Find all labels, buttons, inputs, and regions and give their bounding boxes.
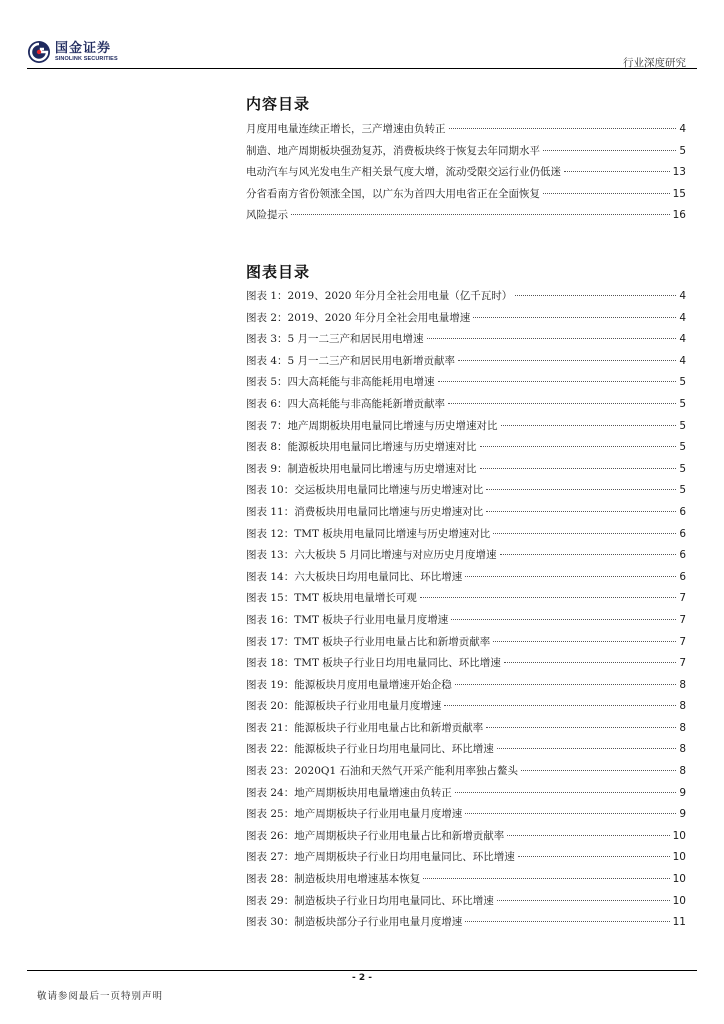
figure-entry-label: 图表 30：制造板块部分子行业用电量月度增速: [246, 916, 463, 929]
contents-entry-page-number: 13: [672, 166, 686, 178]
contents-entry[interactable]: [246, 186, 686, 208]
figure-entry-label: 图表 9：制造板块用电量同比增速与历史增速对比: [246, 462, 477, 475]
figure-entry-label: 图表 6：四大高耗能与非高能耗新增贡献率: [246, 397, 446, 410]
dot-leader: [564, 171, 670, 172]
dot-leader: [515, 295, 676, 296]
figure-entry-page-number: 7: [679, 613, 686, 626]
figure-entry-page-number: 8: [679, 765, 686, 778]
contents-entry-label: 制造、地产周期板块强劲复苏，消费板块终于恢复去年同期水平: [246, 144, 540, 157]
figure-entry[interactable]: [246, 655, 686, 677]
dot-leader: [444, 705, 676, 706]
figure-entry[interactable]: [246, 763, 686, 785]
dot-leader: [449, 128, 677, 129]
figure-entry-label: 图表 15：TMT 板块用电量增长可观: [246, 592, 417, 605]
figure-entry-label: 图表 20：能源板块子行业用电量月度增速: [246, 700, 442, 713]
contents-entry[interactable]: [246, 121, 686, 143]
dot-leader: [486, 511, 676, 512]
dot-leader: [465, 576, 676, 577]
figure-entry-page-number: 5: [679, 376, 686, 389]
contents-entry[interactable]: [246, 143, 686, 165]
figure-entry-label: 图表 29：制造板块子行业日均用电量同比、环比增速: [246, 894, 494, 907]
figure-entry[interactable]: [246, 439, 686, 461]
contents-entry[interactable]: [246, 164, 686, 186]
figure-entry-page-number: 8: [679, 678, 686, 691]
figure-entry-page-number: 4: [679, 311, 686, 324]
figure-entry-label: 图表 27：地产周期板块子行业日均用电量同比、环比增速: [246, 851, 515, 864]
figure-entry-page-number: 4: [679, 354, 686, 367]
figure-entry-label: 图表 11：消费板块用电量同比增速与历史增速对比: [246, 505, 484, 518]
figure-entry-page-number: 5: [679, 484, 686, 497]
figure-entry[interactable]: [246, 893, 686, 915]
dot-leader: [420, 597, 677, 598]
figure-entry-label: 图表 10：交运板块用电量同比增速与历史增速对比: [246, 484, 484, 497]
contents-entry-page-number: 5: [679, 144, 686, 157]
figure-entry[interactable]: [246, 396, 686, 418]
figure-entry[interactable]: [246, 849, 686, 871]
logo-en-name: SINOLINK SECURITIES: [55, 55, 118, 62]
figure-entry[interactable]: [246, 547, 686, 569]
figure-entry-label: 图表 2：2019、2020 年分月全社会用电量增速: [246, 311, 471, 324]
dot-leader: [480, 446, 677, 447]
dot-leader: [427, 338, 677, 339]
figure-entry-page-number: 6: [679, 527, 686, 540]
dot-leader: [423, 878, 669, 879]
figure-entry-page-number: 11: [672, 916, 686, 929]
dot-leader: [504, 662, 677, 663]
dot-leader: [518, 856, 670, 857]
figure-entry-label: 图表 1：2019、2020 年分月全社会用电量（亿千瓦时）: [246, 290, 513, 302]
figure-entry-page-number: 5: [679, 419, 686, 432]
figure-entry[interactable]: [246, 418, 686, 440]
contents-entry-label: 月度用电量连续正增长，三产增速由负转正: [246, 123, 446, 135]
dot-leader: [521, 770, 676, 771]
figure-entry-page-number: 9: [679, 786, 686, 799]
company-logo: [27, 40, 118, 64]
figure-entry-page-number: 7: [679, 592, 686, 605]
figure-entry-page-number: 10: [672, 873, 686, 886]
logo-cn-name: 国金证券: [55, 40, 112, 56]
dot-leader: [493, 533, 676, 534]
figure-entry-label: 图表 26：地产周期板块子行业用电量占比和新增贡献率: [246, 829, 505, 842]
footer-divider: [27, 970, 697, 971]
figure-entry-page-number: 10: [672, 851, 686, 864]
figure-entry-page-number: 5: [679, 397, 686, 410]
figure-entry-page-number: 8: [679, 700, 686, 713]
dot-leader: [455, 792, 677, 793]
dot-leader: [455, 684, 677, 685]
figure-entry[interactable]: [246, 785, 686, 807]
contents-entry[interactable]: [246, 207, 686, 229]
dot-leader: [486, 727, 676, 728]
figure-entry-label: 图表 17：TMT 板块子行业用电量占比和新增贡献率: [246, 635, 491, 648]
figure-entry-label: 图表 8：能源板块用电量同比增速与历史增速对比: [246, 441, 477, 454]
figure-entry-label: 图表 7：地产周期板块用电量同比增速与历史增速对比: [246, 419, 498, 432]
figure-entry-label: 图表 4：5 月一二三产和居民用电新增贡献率: [246, 354, 456, 367]
figure-entry-label: 图表 18：TMT 板块子行业日均用电量同比、环比增速: [246, 657, 501, 670]
figure-entry-page-number: 5: [679, 462, 686, 475]
figure-entry-label: 图表 3：5 月一二三产和居民用电增速: [246, 333, 424, 346]
figure-entry-page-number: 7: [679, 635, 686, 648]
figure-entry[interactable]: [246, 634, 686, 656]
dot-leader: [500, 554, 677, 555]
disclaimer-text: 敬请参阅最后一页特别声明: [37, 991, 164, 1002]
header-divider: [27, 68, 697, 69]
figure-entry-page-number: 10: [672, 829, 686, 842]
figure-entry-label: 图表 12：TMT 板块用电量同比增速与历史增速对比: [246, 527, 491, 540]
page-number: - 2 -: [352, 973, 372, 983]
figure-entry-label: 图表 14：六大板块日均用电量同比、环比增速: [246, 570, 463, 583]
figure-entry[interactable]: [246, 461, 686, 483]
figure-entry[interactable]: [246, 590, 686, 612]
contents-entry-label: 风险提示: [246, 209, 288, 221]
figure-entry[interactable]: [246, 677, 686, 699]
figure-entry[interactable]: [246, 914, 686, 936]
dot-leader: [543, 193, 670, 194]
contents-entry-page-number: 16: [672, 209, 686, 221]
figure-entry-page-number: 5: [679, 441, 686, 454]
figure-entry-label: 图表 23：2020Q1 石油和天然气开采产能利用率独占鳌头: [246, 765, 519, 778]
dot-leader: [497, 900, 670, 901]
figure-entry-label: 图表 21：能源板块子行业用电量占比和新增贡献率: [246, 721, 484, 734]
dot-leader: [465, 813, 676, 814]
contents-entry-label: 电动汽车与风光发电生产相关景气度大增，流动受限交运行业仍低迷: [246, 166, 561, 178]
figure-entry[interactable]: [246, 612, 686, 634]
figure-entry[interactable]: [246, 310, 686, 332]
figure-entry-page-number: 8: [679, 721, 686, 734]
figure-entry[interactable]: [246, 288, 686, 310]
figure-entry-label: 图表 28：制造板块用电增速基本恢复: [246, 873, 421, 886]
figure-entry[interactable]: [246, 741, 686, 763]
sinolink-logo-icon: [27, 40, 51, 64]
figure-entry[interactable]: [246, 374, 686, 396]
figure-entry[interactable]: [246, 353, 686, 375]
figure-entry[interactable]: [246, 504, 686, 526]
dot-leader: [497, 748, 677, 749]
contents-entry-label: 分省看南方省份领涨全国，以广东为首四大用电省正在全面恢复: [246, 187, 540, 200]
dot-leader: [448, 403, 676, 404]
dot-leader: [458, 360, 676, 361]
dot-leader: [480, 468, 677, 469]
figures-list: [246, 288, 686, 936]
figure-entry-page-number: 6: [679, 505, 686, 518]
dot-leader: [465, 921, 669, 922]
report-type-label: 行业深度研究: [623, 57, 686, 69]
dot-leader: [291, 214, 670, 215]
figure-entry-label: 图表 13：六大板块 5 月同比增速与对应历史月度增速: [246, 549, 497, 562]
dot-leader: [473, 317, 676, 318]
dot-leader: [543, 150, 676, 151]
figure-entry-page-number: 10: [672, 894, 686, 907]
figure-entry[interactable]: [246, 331, 686, 353]
figure-entry[interactable]: [246, 806, 686, 828]
figure-entry-label: 图表 24：地产周期板块用电量增速由负转正: [246, 786, 452, 799]
contents-entry-page-number: 4: [679, 123, 686, 135]
figure-entry-label: 图表 19：能源板块月度用电量增速开始企稳: [246, 678, 452, 691]
dot-leader: [493, 641, 676, 642]
figure-entry-page-number: 4: [679, 290, 686, 302]
figure-entry[interactable]: [246, 526, 686, 548]
contents-title: 内容目录: [246, 95, 311, 113]
figure-entry-page-number: 6: [679, 549, 686, 562]
figure-entry-label: 图表 5：四大高耗能与非高能耗用电增速: [246, 376, 435, 389]
contents-entry-page-number: 15: [672, 187, 686, 200]
figure-entry-page-number: 6: [679, 570, 686, 583]
figure-entry[interactable]: [246, 569, 686, 591]
figure-entry-page-number: 7: [679, 657, 686, 670]
figure-entry-label: 图表 25：地产周期板块子行业用电量月度增速: [246, 808, 463, 821]
figures-title: 图表目录: [246, 263, 311, 281]
figure-entry[interactable]: [246, 828, 686, 850]
figure-entry-label: 图表 16：TMT 板块子行业用电量月度增速: [246, 613, 449, 626]
figure-entry[interactable]: [246, 871, 686, 893]
figure-entry-page-number: 4: [679, 333, 686, 346]
dot-leader: [438, 381, 677, 382]
figure-entry-label: 图表 22：能源板块子行业日均用电量同比、环比增速: [246, 743, 494, 756]
contents-list: [246, 121, 686, 229]
figure-entry[interactable]: [246, 698, 686, 720]
figure-entry[interactable]: [246, 482, 686, 504]
dot-leader: [486, 489, 676, 490]
figure-entry[interactable]: [246, 720, 686, 742]
figure-entry-page-number: 8: [679, 743, 686, 756]
dot-leader: [451, 619, 676, 620]
dot-leader: [501, 425, 677, 426]
dot-leader: [507, 835, 669, 836]
figure-entry-page-number: 9: [679, 808, 686, 821]
